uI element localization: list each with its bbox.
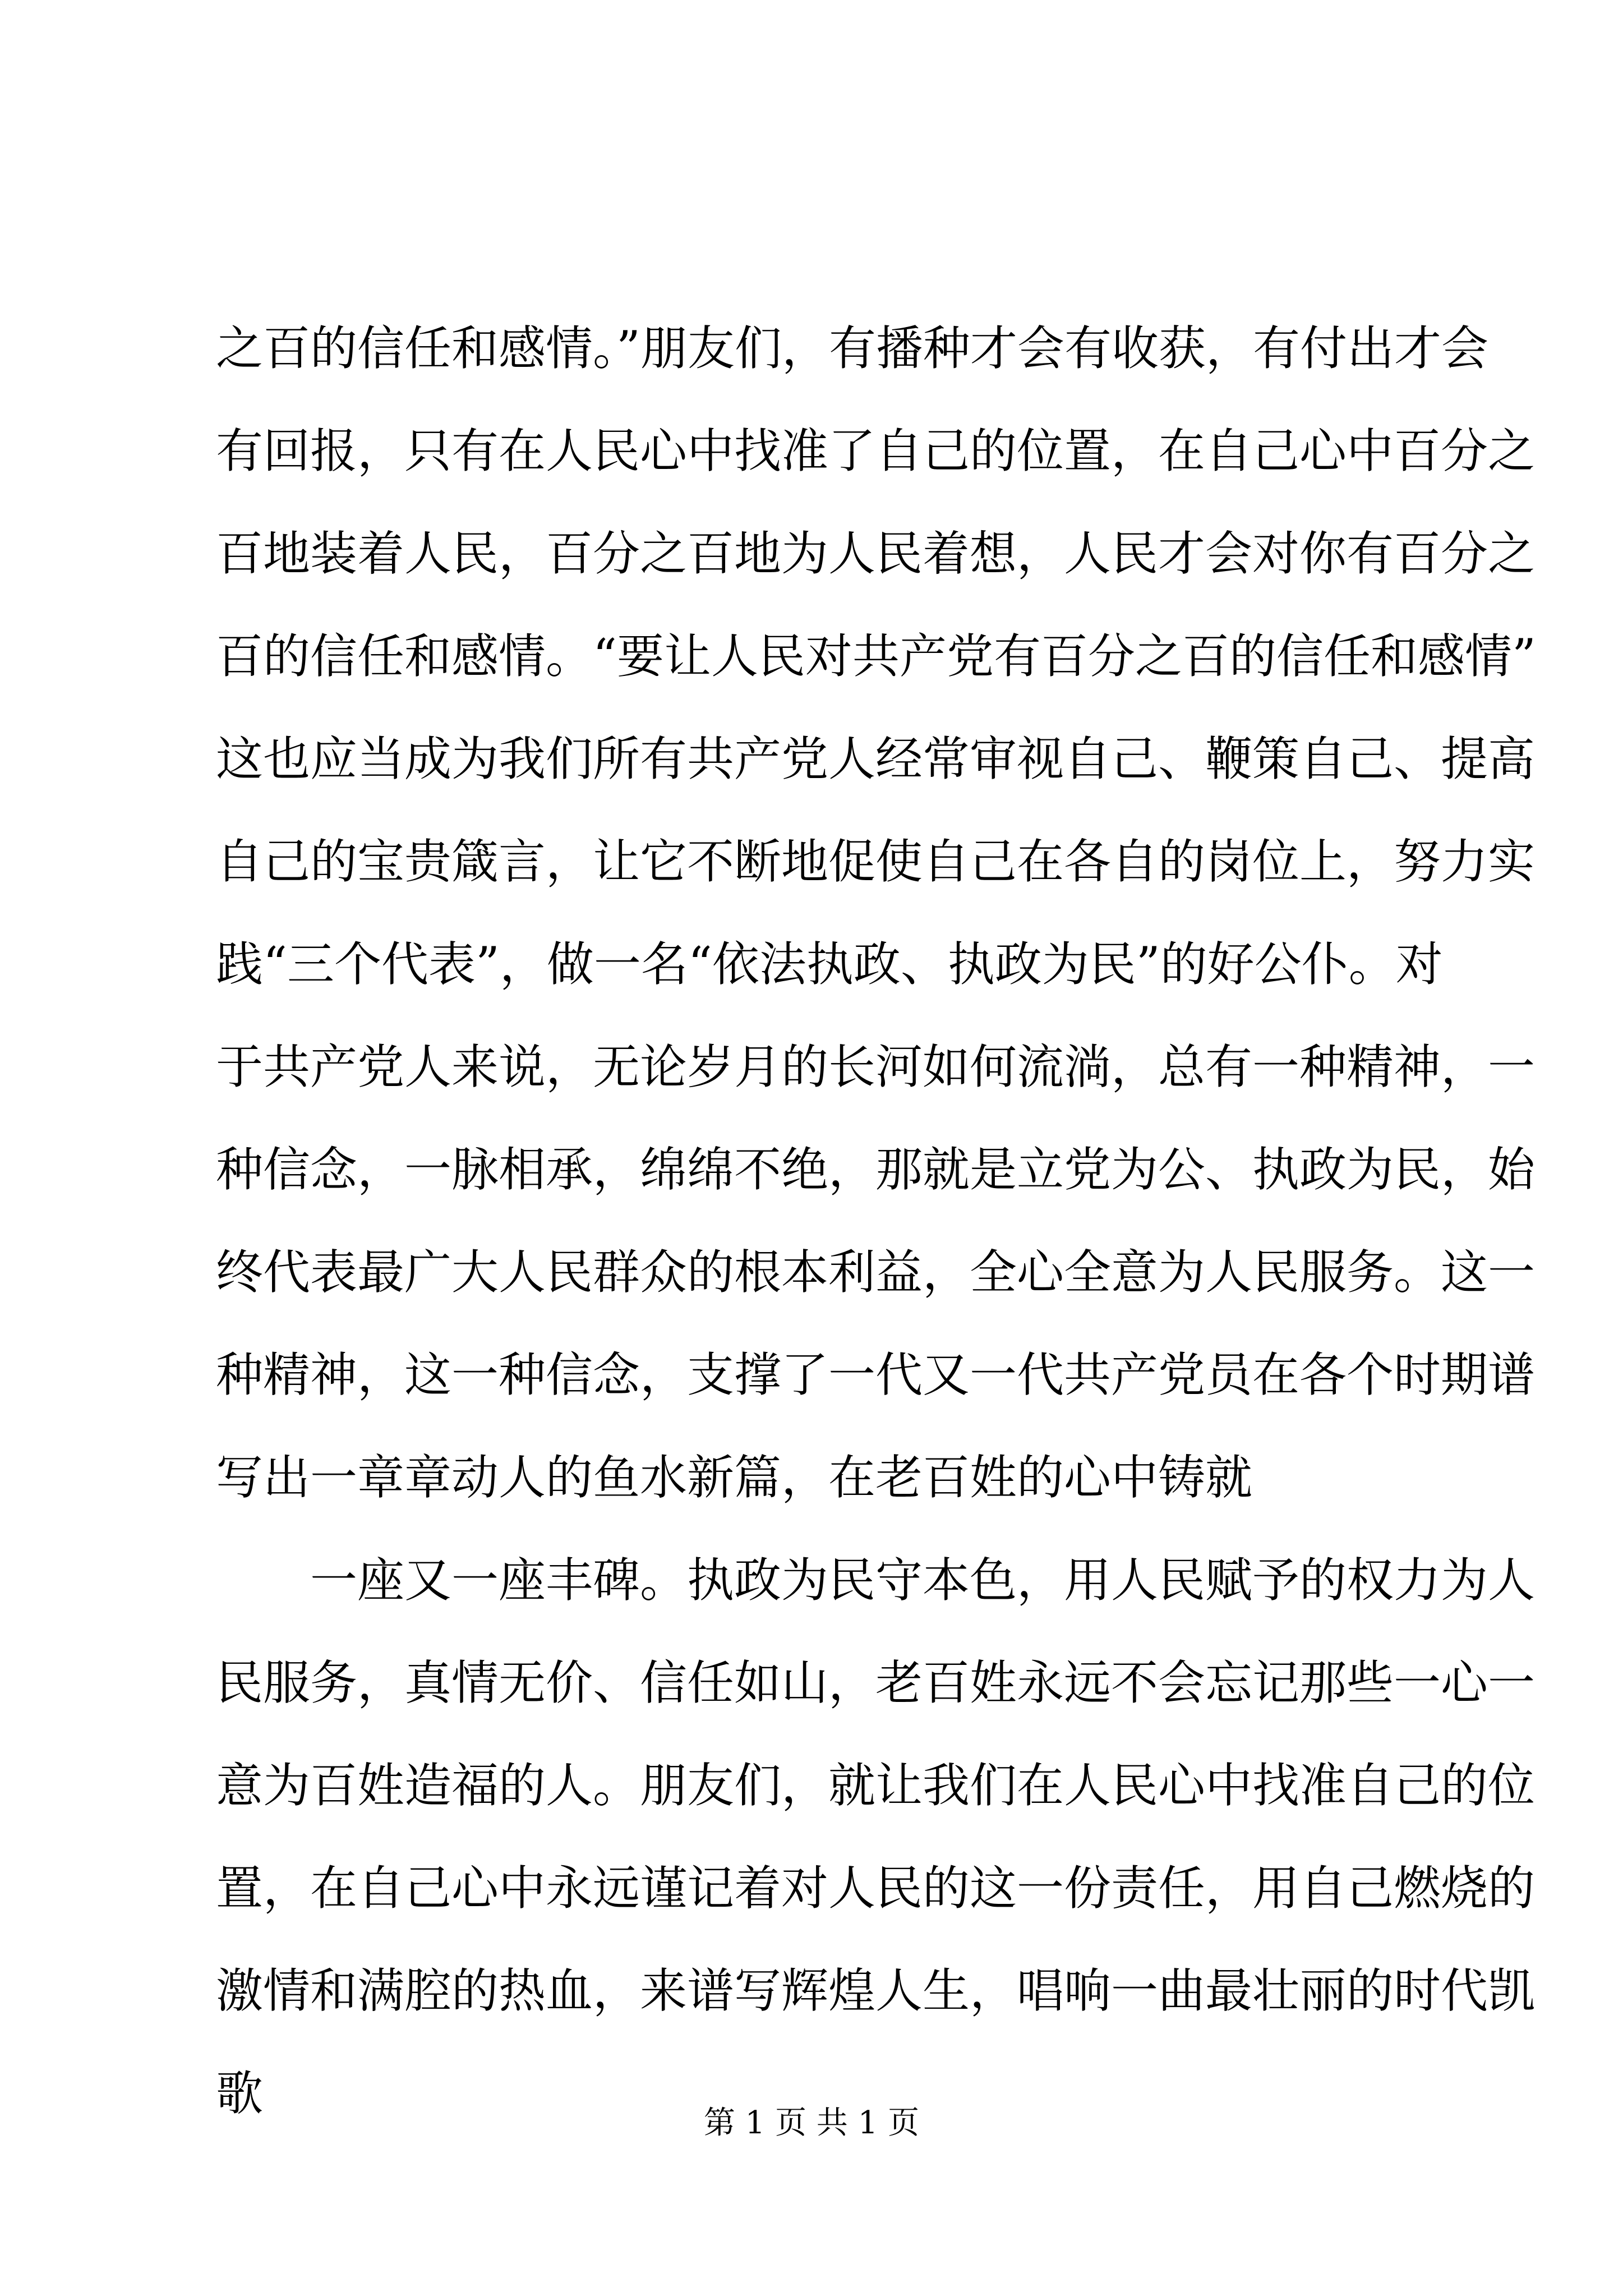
text-line: 终代表最广大人民群众的根本利益，全心全意为人民服务。这一 bbox=[216, 1245, 1536, 1300]
paragraph-1 bbox=[216, 297, 1536, 1529]
text-line: 百地装着人民，百分之百地为人民着想，人民才会对你有百分之 bbox=[216, 526, 1536, 581]
text-line: 置，在自己心中永远谨记着对人民的这一份责任，用自己燃烧的 bbox=[216, 1861, 1536, 1916]
text-line: 百的信任和感情。“要让人民对共产党有百分之百的信任和感情” bbox=[216, 629, 1536, 684]
paragraph-2 bbox=[216, 1529, 1536, 2145]
text-line: 写出一章章动人的鱼水新篇，在老百姓的心中铸就 bbox=[216, 1450, 1253, 1505]
text-line: 践“三个代表”，做一名“依法执政、执政为民”的好公仆。对 bbox=[216, 937, 1443, 992]
text-line: 激情和满腔的热血，来谱写辉煌人生，唱响一曲最壮丽的时代凯 bbox=[216, 1963, 1536, 2018]
text-line: 意为百姓造福的人。朋友们，就让我们在人民心中找准自己的位 bbox=[216, 1758, 1536, 1813]
text-line: 之百的信任和感情。”朋友们，有播种才会有收获，有付出才会 bbox=[216, 321, 1488, 376]
text-line: 歌 bbox=[216, 2066, 264, 2121]
text-line: 一座又一座丰碑。执政为民守本色，用人民赋予的权力为人 bbox=[310, 1553, 1536, 1608]
text-line: 于共产党人来说，无论岁月的长河如何流淌，总有一种精神，一 bbox=[216, 1039, 1536, 1094]
text-line: 种精神，这一种信念，支撑了一代又一代共产党员在各个时期谱 bbox=[216, 1347, 1536, 1402]
text-line: 民服务，真情无价、信任如山，老百姓永远不会忘记那些一心一 bbox=[216, 1655, 1536, 1710]
page-footer: 第 1 页 共 1 页 bbox=[703, 2105, 920, 2141]
text-line: 自己的宝贵箴言，让它不断地促使自己在各自的岗位上，努力实 bbox=[216, 834, 1536, 889]
text-line: 这也应当成为我们所有共产党人经常审视自己、鞭策自己、提高 bbox=[216, 731, 1536, 786]
text-line: 种信念，一脉相承，绵绵不绝，那就是立党为公、执政为民，始 bbox=[216, 1142, 1536, 1197]
text-line: 有回报，只有在人民心中找准了自己的位置，在自己心中百分之 bbox=[216, 424, 1536, 478]
document-body bbox=[216, 297, 1536, 2145]
